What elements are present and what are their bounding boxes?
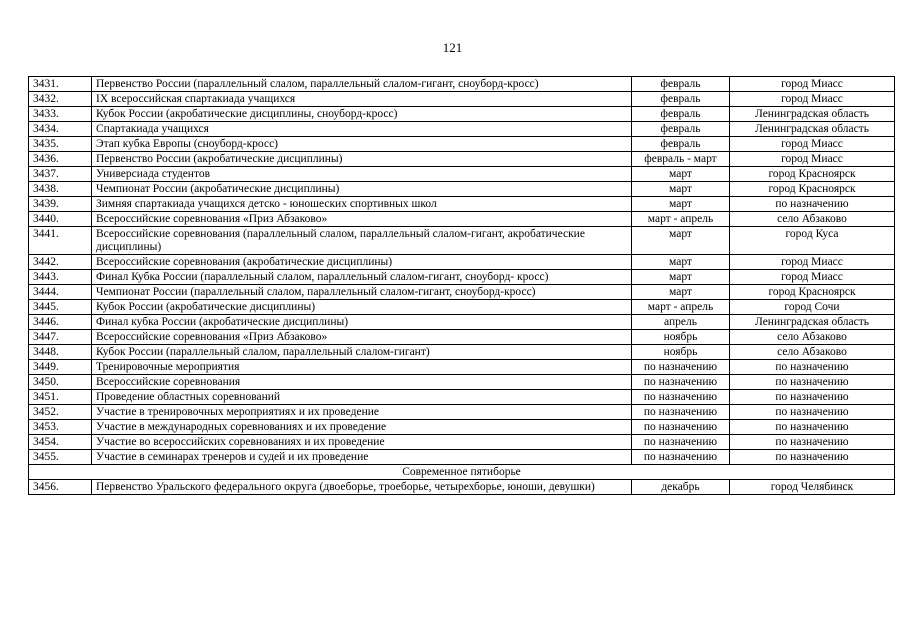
event-place: Ленинградская область (730, 107, 895, 122)
row-number: 3444. (29, 285, 92, 300)
table-row (29, 92, 895, 107)
row-number: 3442. (29, 255, 92, 270)
event-month: март (632, 255, 730, 270)
table-row (29, 212, 895, 227)
table-row (29, 107, 895, 122)
table-row (29, 435, 895, 450)
event-month: ноябрь (632, 330, 730, 345)
event-name: Кубок России (параллельный слалом, параллельный слалом-гигант) (92, 345, 632, 360)
table-row (29, 255, 895, 270)
event-name: Участие в семинарах тренеров и судей и их проведение (92, 450, 632, 465)
row-number: 3441. (29, 227, 92, 255)
table-row (29, 182, 895, 197)
event-month: февраль (632, 137, 730, 152)
event-place: город Миасс (730, 137, 895, 152)
event-month: по назначению (632, 420, 730, 435)
row-number: 3447. (29, 330, 92, 345)
event-place: по назначению (730, 405, 895, 420)
event-name: Чемпионат России (акробатические дисциплины) (92, 182, 632, 197)
row-number: 3439. (29, 197, 92, 212)
event-name: Проведение областных соревнований (92, 390, 632, 405)
event-month: март (632, 270, 730, 285)
event-name: Участие во всероссийских соревнованиях и их проведение (92, 435, 632, 450)
row-number: 3448. (29, 345, 92, 360)
event-place: город Красноярск (730, 167, 895, 182)
table-row (29, 152, 895, 167)
event-month: февраль (632, 122, 730, 137)
event-month: апрель (632, 315, 730, 330)
event-place: город Миасс (730, 77, 895, 92)
event-place: Ленинградская область (730, 122, 895, 137)
event-place: село Абзаково (730, 345, 895, 360)
event-month: март (632, 167, 730, 182)
row-number: 3452. (29, 405, 92, 420)
event-place: город Красноярск (730, 285, 895, 300)
event-name: Участие в международных соревнованиях и их проведение (92, 420, 632, 435)
row-number: 3440. (29, 212, 92, 227)
event-place: город Миасс (730, 255, 895, 270)
event-month: по назначению (632, 375, 730, 390)
table-row (29, 360, 895, 375)
event-name: Всероссийские соревнования «Приз Абзаково» (92, 212, 632, 227)
row-number: 3451. (29, 390, 92, 405)
event-month: март (632, 227, 730, 255)
row-number: 3437. (29, 167, 92, 182)
event-name: Финал кубка России (акробатические дисциплины) (92, 315, 632, 330)
event-name: Кубок России (акробатические дисциплины, сноуборд-кросс) (92, 107, 632, 122)
table-row (29, 167, 895, 182)
table-row (29, 227, 895, 255)
row-number: 3432. (29, 92, 92, 107)
row-number: 3433. (29, 107, 92, 122)
event-name: Тренировочные мероприятия (92, 360, 632, 375)
table-row (29, 480, 895, 495)
event-place: город Миасс (730, 92, 895, 107)
event-place: Ленинградская область (730, 315, 895, 330)
event-month: по назначению (632, 360, 730, 375)
table-row (29, 285, 895, 300)
event-name: IX всероссийская спартакиада учащихся (92, 92, 632, 107)
event-name: Зимняя спартакиада учащихся детско - юношеских спортивных школ (92, 197, 632, 212)
table-row (29, 405, 895, 420)
table-row (29, 77, 895, 92)
section-title: Современное пятиборье (29, 465, 895, 480)
event-month: февраль (632, 77, 730, 92)
event-place: село Абзаково (730, 212, 895, 227)
event-month: март (632, 197, 730, 212)
event-month: март - апрель (632, 300, 730, 315)
event-place: город Куса (730, 227, 895, 255)
event-month: по назначению (632, 450, 730, 465)
row-number: 3435. (29, 137, 92, 152)
event-place: город Миасс (730, 152, 895, 167)
table-row (29, 137, 895, 152)
event-name: Всероссийские соревнования (акробатические дисциплины) (92, 255, 632, 270)
row-number: 3449. (29, 360, 92, 375)
event-place: по назначению (730, 420, 895, 435)
event-month: март - апрель (632, 212, 730, 227)
event-place: город Миасс (730, 270, 895, 285)
event-name: Всероссийские соревнования «Приз Абзаково» (92, 330, 632, 345)
table-row (29, 330, 895, 345)
event-month: март (632, 285, 730, 300)
table-row (29, 450, 895, 465)
event-month: февраль (632, 92, 730, 107)
row-number: 3434. (29, 122, 92, 137)
event-place: город Челябинск (730, 480, 895, 495)
events-table (28, 76, 895, 495)
event-month: по назначению (632, 435, 730, 450)
page-number: 121 (442, 40, 463, 55)
event-month: март (632, 182, 730, 197)
table-row (29, 122, 895, 137)
event-month: февраль (632, 107, 730, 122)
event-name: Финал Кубка России (параллельный слалом, параллельный слалом-гигант, сноуборд- кросс) (92, 270, 632, 285)
event-name: Всероссийские соревнования (92, 375, 632, 390)
row-number: 3450. (29, 375, 92, 390)
event-month: февраль - март (632, 152, 730, 167)
event-month: ноябрь (632, 345, 730, 360)
event-name: Универсиада студентов (92, 167, 632, 182)
event-name: Всероссийские соревнования (параллельный слалом, параллельный слалом-гигант, акробатические дисциплины) (92, 227, 632, 255)
event-place: по назначению (730, 450, 895, 465)
row-number: 3443. (29, 270, 92, 285)
event-name: Кубок России (акробатические дисциплины) (92, 300, 632, 315)
row-number: 3436. (29, 152, 92, 167)
event-place: город Красноярск (730, 182, 895, 197)
table-row (29, 300, 895, 315)
event-name: Первенство России (параллельный слалом, параллельный слалом-гигант, сноуборд-кросс) (92, 77, 632, 92)
table-row (29, 375, 895, 390)
row-number: 3438. (29, 182, 92, 197)
row-number: 3445. (29, 300, 92, 315)
event-name: Спартакиада учащихся (92, 122, 632, 137)
event-place: по назначению (730, 435, 895, 450)
row-number: 3453. (29, 420, 92, 435)
event-month: по назначению (632, 390, 730, 405)
event-place: село Абзаково (730, 330, 895, 345)
row-number: 3446. (29, 315, 92, 330)
table-row (29, 345, 895, 360)
event-name: Первенство Уральского федерального округа (двоеборье, троеборье, четырехборье, юноши, девушки) (92, 480, 632, 495)
event-month: по назначению (632, 405, 730, 420)
table-row (29, 270, 895, 285)
table-row (29, 390, 895, 405)
event-place: по назначению (730, 197, 895, 212)
event-month: декабрь (632, 480, 730, 495)
table-row (29, 315, 895, 330)
event-place: по назначению (730, 375, 895, 390)
section-row (29, 465, 895, 480)
event-name: Участие в тренировочных мероприятиях и их проведение (92, 405, 632, 420)
event-place: по назначению (730, 360, 895, 375)
row-number: 3431. (29, 77, 92, 92)
event-place: по назначению (730, 390, 895, 405)
event-name: Первенство России (акробатические дисциплины) (92, 152, 632, 167)
row-number: 3455. (29, 450, 92, 465)
event-name: Чемпионат России (параллельный слалом, параллельный слалом-гигант, сноуборд-кросс) (92, 285, 632, 300)
table-row (29, 197, 895, 212)
event-place: город Сочи (730, 300, 895, 315)
row-number: 3456. (29, 480, 92, 495)
event-name: Этап кубка Европы (сноуборд-кросс) (92, 137, 632, 152)
table-row (29, 420, 895, 435)
row-number: 3454. (29, 435, 92, 450)
